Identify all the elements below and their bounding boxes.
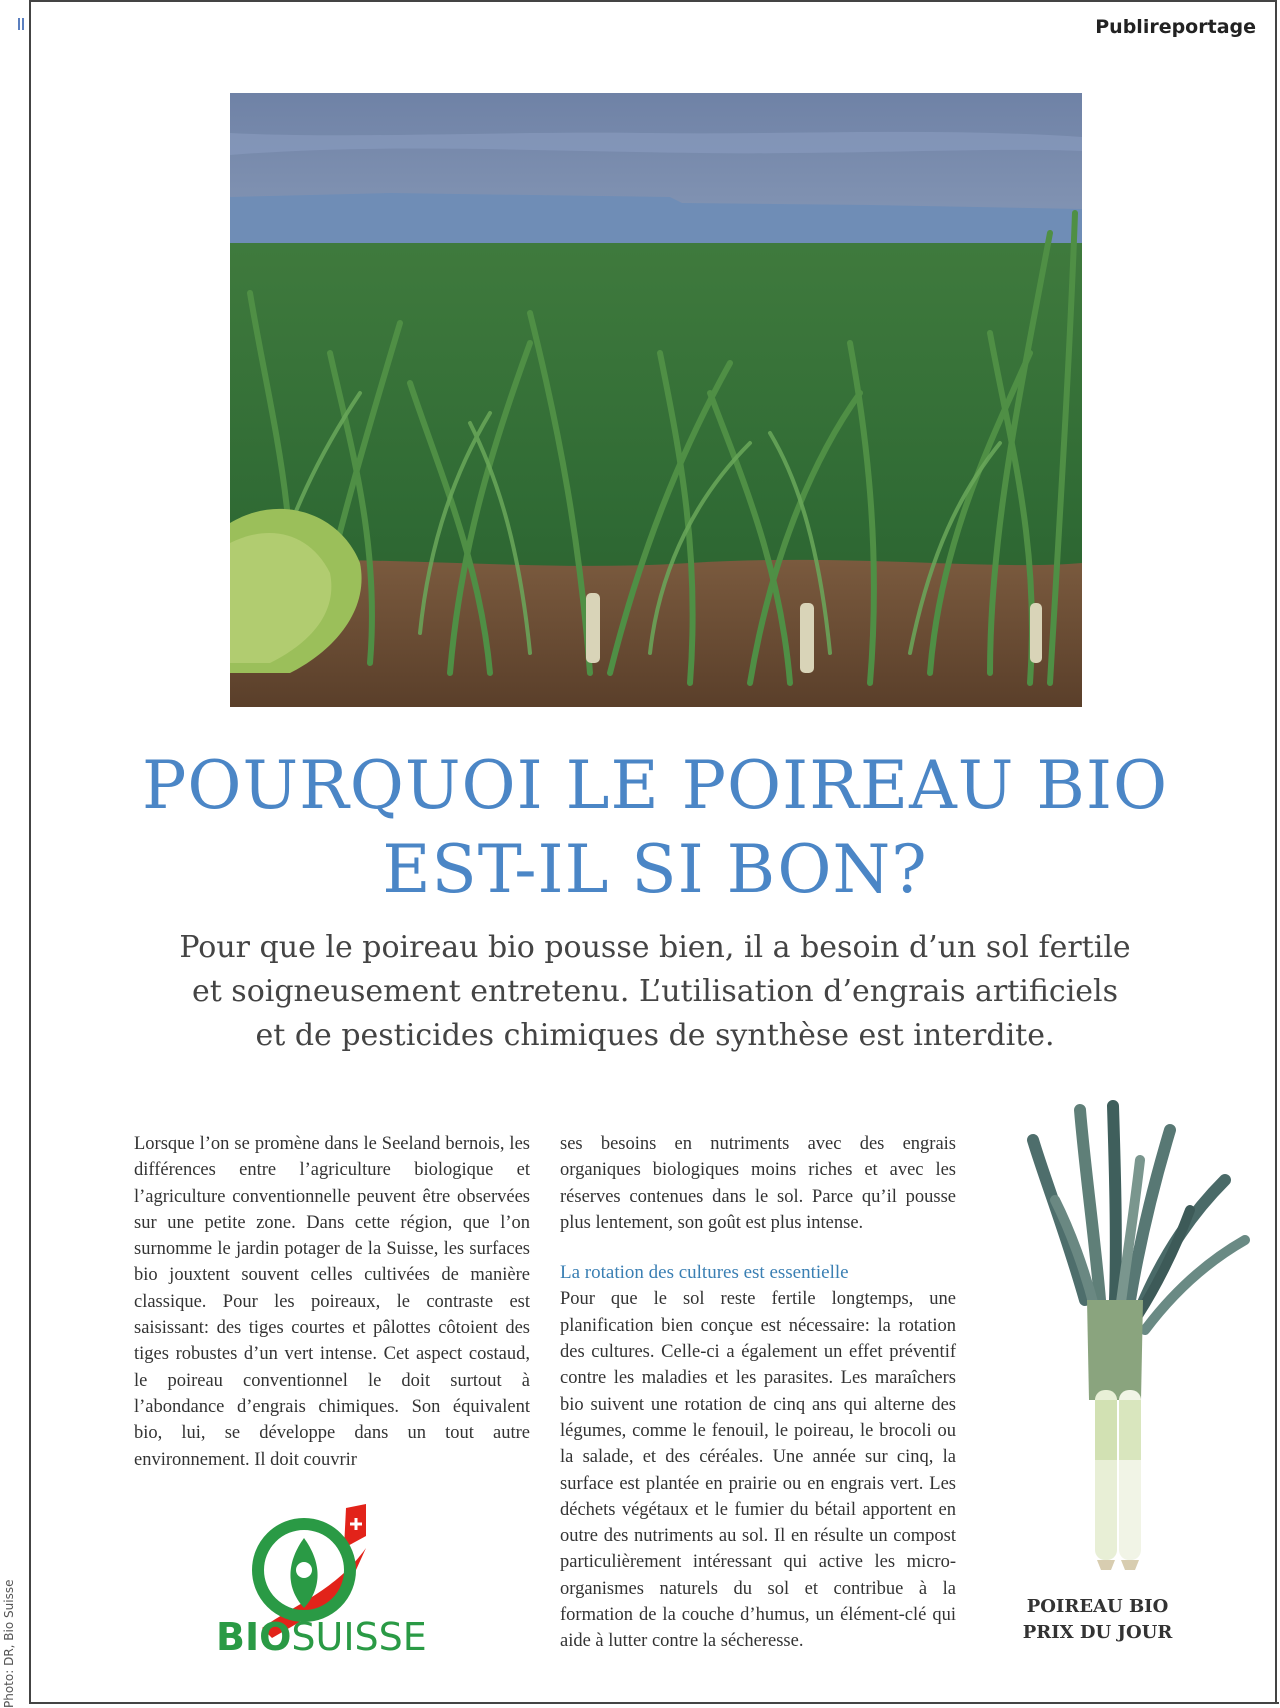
- headline: [80, 744, 1230, 912]
- photo-credit: Photo: DR, Bio Suisse: [2, 1579, 16, 1708]
- logo-suisse: SUISSE: [291, 1615, 427, 1659]
- headline-line-2: EST-IL SI BON?: [382, 831, 928, 908]
- intro-paragraph: [150, 926, 1160, 1058]
- price-tag-line-1: POIREAU BIO: [1026, 1596, 1169, 1617]
- intro-line-3: et de pesticides chimiques de synthèse est interdite.: [255, 1018, 1055, 1053]
- subheading: La rotation des cultures est essentielle: [560, 1262, 849, 1284]
- intro-line-2: et soigneusement entretenu. L’utilisation d’engrais artificiels: [191, 974, 1119, 1009]
- leek-field-photo: [230, 93, 1082, 707]
- registration-mark: [18, 18, 24, 30]
- intro-line-1: Pour que le poireau bio pousse bien, il a besoin d’un sol fertile: [179, 930, 1131, 965]
- price-tag-line-2: PRIX DU JOUR: [1022, 1622, 1173, 1643]
- leek-illustration: [1025, 1100, 1255, 1580]
- logo-bio: BIO: [216, 1615, 292, 1659]
- price-tag: [1010, 1594, 1185, 1646]
- body-column-right: [560, 1131, 956, 1655]
- section-label: Publireportage: [1095, 16, 1256, 38]
- bio-suisse-wordmark: [216, 1615, 427, 1659]
- body-paragraph: Pour que le sol reste fertile longtemps, une planification bien conçue est nécessaire: la rotation des cultures. Celle-ci a également un effet préventif contre les maladies et les parasites. Les maraîchers bio suivent une rotation de cinq ans qui alterne des légumes, comme le fenouil, le poireau, le brocoli ou la salade, et des céréales. Une année sur cinq, la surface est plantée en prairie ou en engrais vert. Les déchets végétaux et le fumier du bétail apportent en outre des nutriments au sol. Il en résulte un compost particulièrement intéressant qui active les micro-organismes naturels du sol et contribue à la formation de la couche d’humus, un élément-clé qui aide à lutter contre la sécheresse.: [560, 1289, 956, 1652]
- body-paragraph: ses besoins en nutriments avec des engrais organiques biologiques moins riches et avec les réserves contenues dans le sol. Parce qu’il pousse plus lentement, son goût est plus intense.: [560, 1134, 956, 1233]
- headline-line-1: POURQUOI LE POIREAU BIO: [141, 747, 1169, 824]
- body-column-left: [134, 1131, 530, 1473]
- body-paragraph: Lorsque l’on se promène dans le Seeland bernois, les différences entre l’agriculture biologique et l’agriculture conventionnelle peuvent être observées sur une petite zone. Dans cette région, que l’on surnomme le jardin potager de la Suisse, les surfaces bio jouxtent souvent celles cultivées de manière classique. Pour les poireaux, le contraste est saisissant: des tiges courtes et pâlottes côtoient des tiges robustes d’un vert intense. Cet aspect costaud, le poireau conventionnel le doit surtout à l’abondance d’engrais chimiques. Son équivalent bio, lui, se développe dans un tout autre environnement. Il doit couvrir: [134, 1134, 530, 1470]
